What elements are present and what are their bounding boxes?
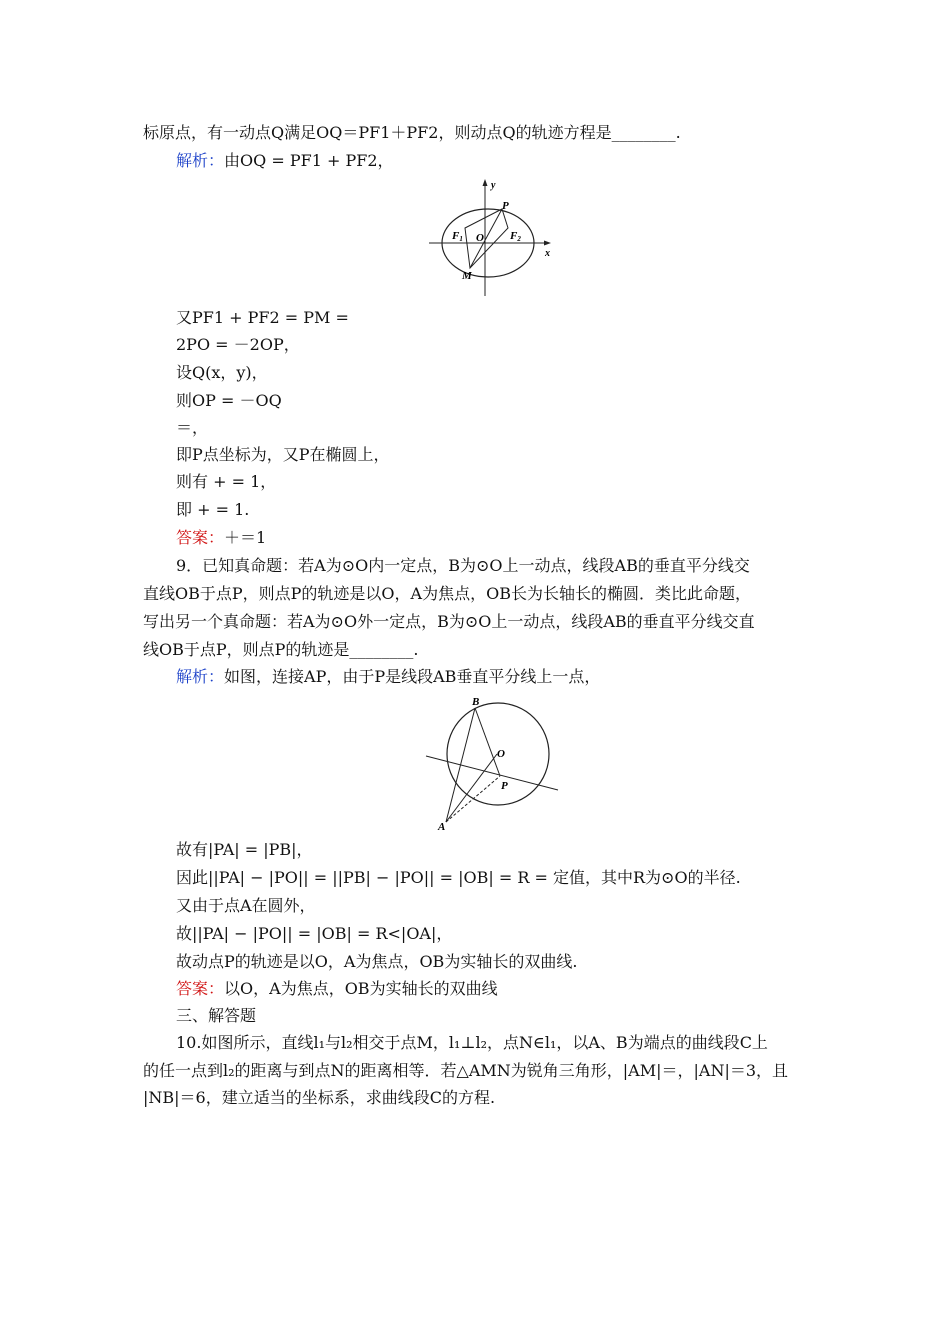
q10-line-2: 的任一点到l₂的距离与到点N的距离相等．若△AMN为锐角三角形，|AM|＝，|AN|＝3，且 xyxy=(143,1061,789,1080)
fig2-a-label: A xyxy=(438,821,446,833)
q9-step: 故有|PA| = |PB|， xyxy=(176,840,313,859)
q10-line-1: 10.如图所示，直线l₁与l₂相交于点M，l₁⊥l₂，点N∈l₁，以A、B为端点的曲线段C上 xyxy=(176,1033,768,1052)
analysis-text: 如图，连接AP，由于P是线段AB垂直平分线上一点， xyxy=(224,667,601,686)
q8-step: 2PO = －2OP， xyxy=(176,335,300,354)
fig2-p-label: P xyxy=(501,780,508,792)
answer-text: 以O，A为焦点，OB为实轴长的双曲线 xyxy=(224,979,498,998)
q9-line-2: 直线OB于点P，则点P的轨迹是以O，A为焦点，OB长为长轴长的椭圆．类比此命题， xyxy=(143,584,751,603)
fig2-o-label: O xyxy=(497,748,505,760)
q9-line-3: 写出另一个真命题：若A为⊙O外一定点，B为⊙O上一动点，线段AB的垂直平分线交直 xyxy=(143,612,755,631)
ellipse-figure xyxy=(425,176,560,300)
q8-step: 设Q(x，y)， xyxy=(176,363,268,382)
analysis-text: 由OQ = PF1 + PF2， xyxy=(224,151,394,170)
q9-step: 又由于点A在圆外， xyxy=(176,896,316,915)
answer-label: 答案： xyxy=(176,979,225,998)
q8-step: 则OP = －OQ xyxy=(176,391,282,410)
q8-step: 即 + = 1. xyxy=(176,500,250,519)
q8-step: 又PF1 + PF2 = PM = xyxy=(176,308,349,327)
section-title: 三、解答题 xyxy=(176,1006,257,1025)
analysis-label: 解析： xyxy=(176,667,225,686)
fig1-x-label: x xyxy=(545,248,550,259)
q8-answer xyxy=(176,527,266,549)
circle-figure xyxy=(420,694,565,834)
q9-answer xyxy=(176,978,498,1000)
q8-step: 则有 + = 1， xyxy=(176,472,277,491)
analysis-label: 解析： xyxy=(176,151,225,170)
q9-step: 因此||PA| − |PO|| = ||PB| − |PO|| = |OB| = R = 定值，其中R为⊙O的半径. xyxy=(176,868,741,887)
q9-line-4: 线OB于点P，则点P的轨迹是________. xyxy=(143,640,419,659)
q8-analysis xyxy=(176,150,394,172)
q10-line-3: |NB|＝6，建立适当的坐标系，求曲线段C的方程. xyxy=(143,1088,496,1107)
q9-step: 故动点P的轨迹是以O，A为焦点，OB为实轴长的双曲线. xyxy=(176,952,578,971)
q8-line-1: 标原点，有一动点Q满足OQ＝PF1＋PF2，则动点Q的轨迹方程是________. xyxy=(143,123,681,142)
fig1-f2-label: F2 xyxy=(510,230,521,243)
fig1-f1-label: F1 xyxy=(452,230,463,243)
fig1-o-label: O xyxy=(476,232,484,244)
fig1-y-label: y xyxy=(491,180,496,191)
fig1-p-label: P xyxy=(502,200,509,212)
q8-step: 即P点坐标为，又P在椭圆上， xyxy=(176,445,390,464)
q9-line-1: 9．已知真命题：若A为⊙O内一定点，B为⊙O上一动点，线段AB的垂直平分线交 xyxy=(176,556,750,575)
q9-analysis xyxy=(176,666,600,688)
fig1-m-label: M xyxy=(462,270,472,282)
answer-text: ＋＝1 xyxy=(224,528,267,547)
q8-step: ＝， xyxy=(176,418,209,437)
answer-label: 答案： xyxy=(176,528,225,547)
q9-step: 故||PA| − |PO|| = |OB| = R<|OA|， xyxy=(176,924,453,943)
fig2-b-label: B xyxy=(472,696,480,708)
